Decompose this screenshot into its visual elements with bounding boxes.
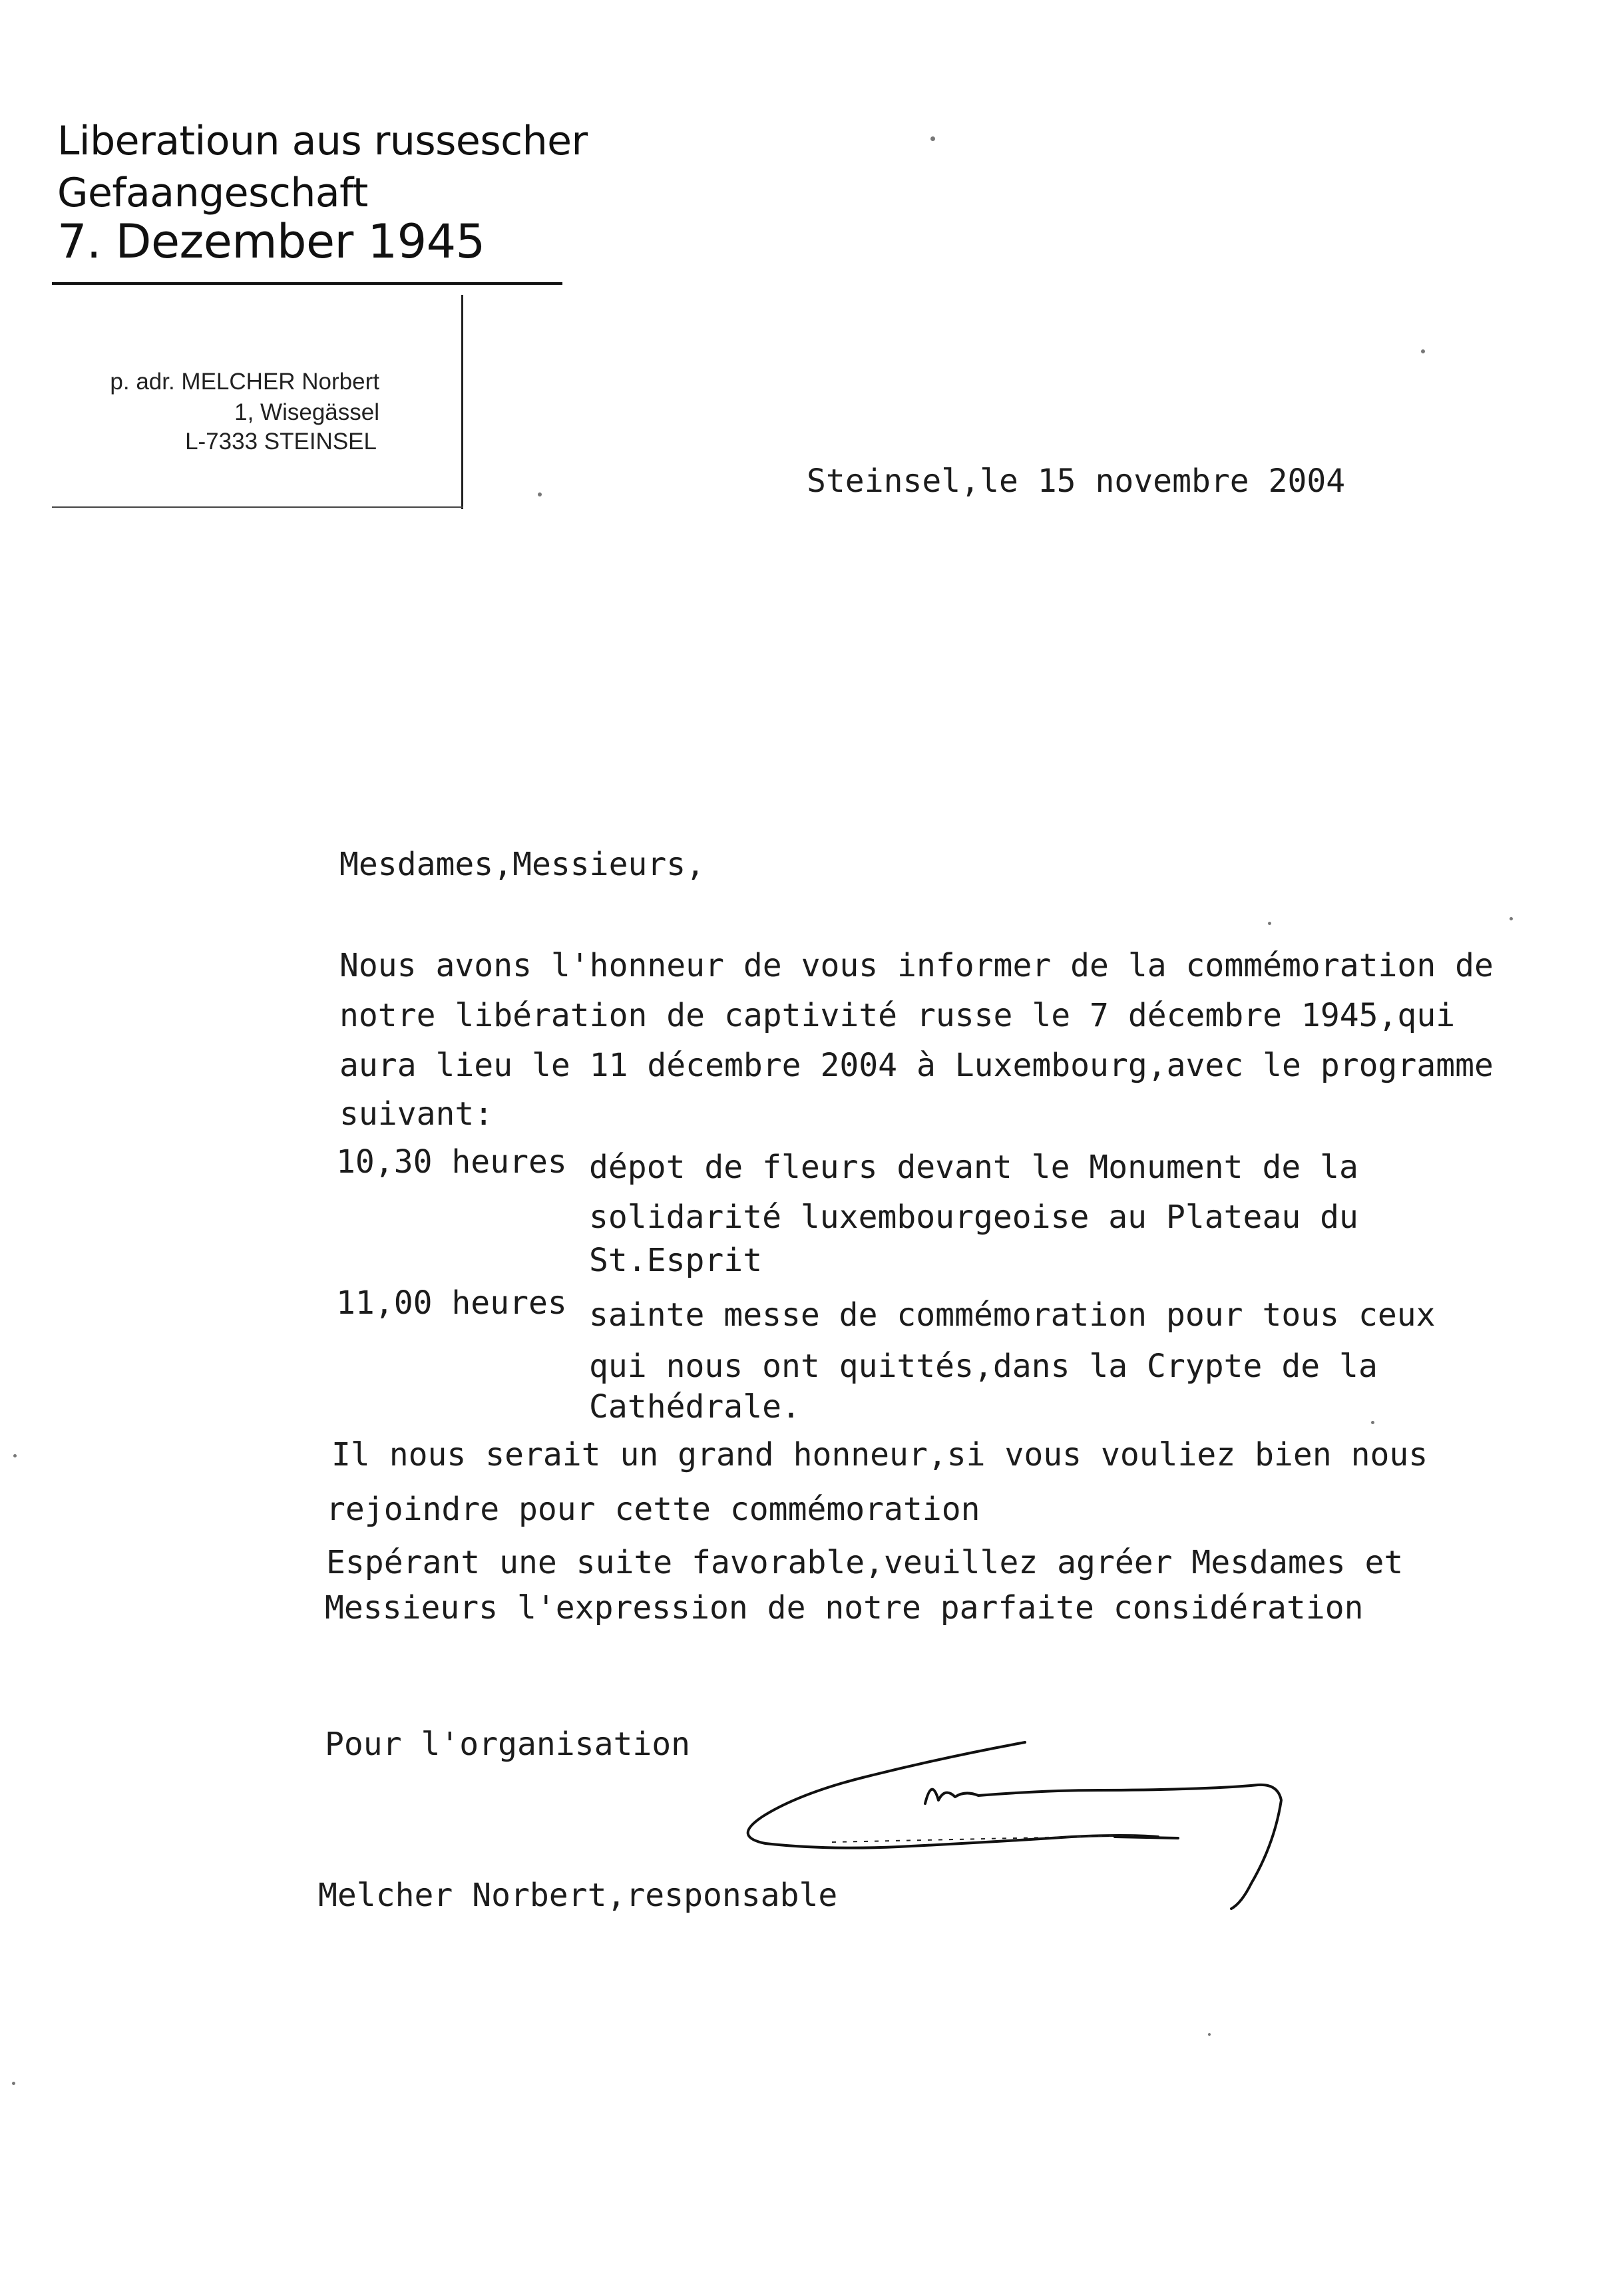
scan-speck <box>538 492 542 496</box>
signatory: Melcher Norbert,responsable <box>318 1877 838 1914</box>
scan-speck <box>12 2082 15 2085</box>
scan-speck <box>13 1454 17 1457</box>
body-line: rejoindre pour cette commémoration <box>326 1491 980 1528</box>
letterhead-underline <box>52 282 562 285</box>
program-line: St.Esprit <box>589 1242 763 1279</box>
body-line: suivant: <box>339 1095 494 1133</box>
scan-speck <box>1510 917 1513 920</box>
program-line: Cathédrale. <box>589 1388 801 1426</box>
program-line: sainte messe de commémoration pour tous ceux <box>589 1296 1436 1334</box>
program-line: solidarité luxembourgeoise au Plateau du <box>589 1199 1358 1236</box>
program-line: qui nous ont quittés,dans la Crypte de la <box>589 1348 1378 1385</box>
letterhead-title-line1: Liberatioun aus russescher <box>57 118 588 164</box>
program-time: 11,00 heures <box>336 1284 567 1322</box>
scan-speck <box>1268 922 1271 925</box>
body-line: aura lieu le 11 décembre 2004 à Luxembourg,avec le programme <box>339 1047 1494 1084</box>
body-line: Messieurs l'expression de notre parfaite considération <box>325 1589 1364 1626</box>
body-line: Nous avons l'honneur de vous informer de la commémoration de <box>339 947 1494 984</box>
program-time: 10,30 heures <box>336 1143 567 1181</box>
body-line: Il nous serait un grand honneur,si vous vouliez bien nous <box>331 1436 1428 1473</box>
scan-speck <box>1208 2033 1211 2036</box>
salutation: Mesdames,Messieurs, <box>339 846 706 883</box>
sender-address-line2: 1, Wisegässel <box>234 399 379 425</box>
body-line: Espérant une suite favorable,veuillez agréer Mesdames et <box>326 1544 1404 1581</box>
sender-address-line3: L-7333 STEINSEL <box>185 429 377 455</box>
scan-speck <box>930 136 935 141</box>
letterhead-box-bottom-rule <box>52 506 463 508</box>
place-date: Steinsel,le 15 novembre 2004 <box>807 463 1346 500</box>
sender-address-line1: p. adr. MELCHER Norbert <box>110 369 379 395</box>
letterhead-date: 7. Dezember 1945 <box>57 214 485 269</box>
letterhead-title-line2: Gefaangeschaft <box>57 170 368 216</box>
program-line: dépot de fleurs devant le Monument de la <box>589 1149 1358 1186</box>
scan-speck <box>1371 1421 1374 1424</box>
closing: Pour l'organisation <box>325 1726 691 1763</box>
body-line: notre libération de captivité russe le 7 décembre 1945,qui <box>339 997 1456 1034</box>
scan-speck <box>1421 349 1425 353</box>
letterhead-box-vertical-rule <box>461 295 463 509</box>
